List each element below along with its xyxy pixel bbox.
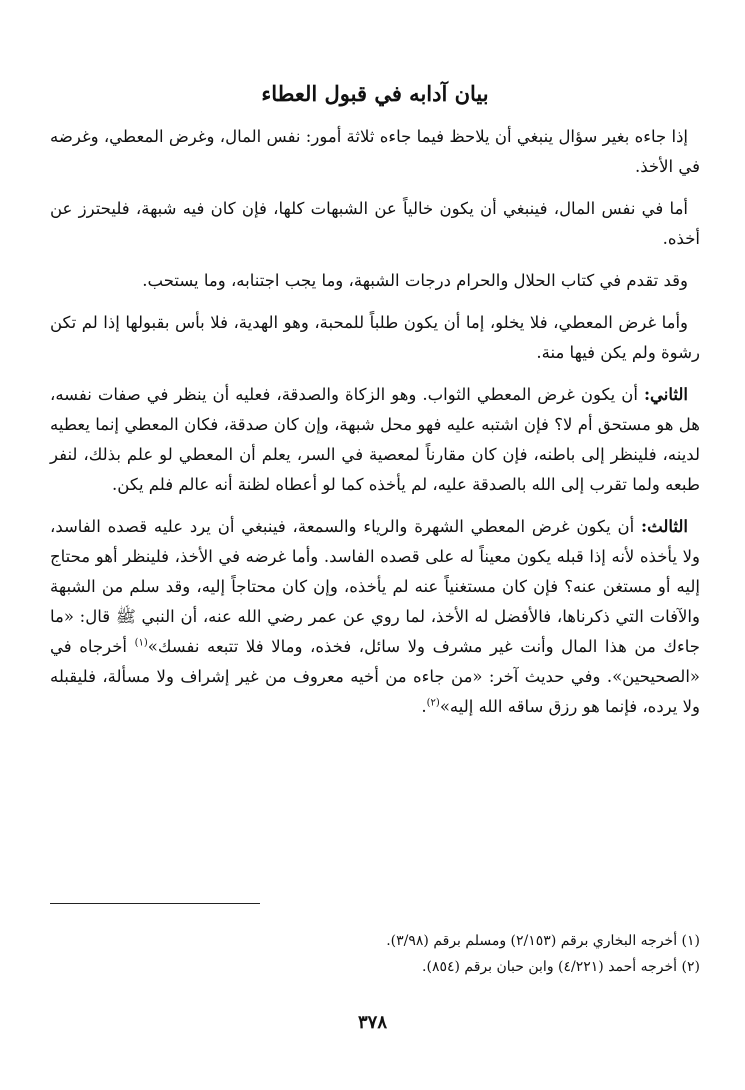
- paragraph-giver-intent: [50, 308, 700, 368]
- paragraph-lead: الثاني:: [643, 385, 689, 404]
- footnotes: [50, 928, 700, 980]
- paragraph-text: وقد تقدم في كتاب الحلال والحرام درجات الشبهة، وما يجب اجتنابه، وما يستحب.: [142, 271, 688, 290]
- paragraph-text: أن يكون غرض المعطي الثواب. وهو الزكاة والصدقة، فعليه أن ينظر في صفات نفسه، هل هو مستحق أم لا؟ فإن اشتبه عليه فهو محل شبهة، وإن كان صدقة، فكان المعطي إنما يعطيه لدينه، فلينظر إلى باطنه، فإن كان مقارناً لمعصية في السر، يعلم أن المعطي لو علم بذلك، لنفر طبعه ولما تقرب إلى الله بالصدقة عليه، لم يأخذه كما لو أعطاه لظنة أنه عالم فلم يكن.: [50, 385, 700, 494]
- paragraph-text: أخرجاه في «الصحيحين». وفي حديث آخر: «من جاءه من أخيه معروف من غير إشراف ولا مسألة، فليقبله ولا يرده، فإنما هو رزق ساقه الله إليه»: [50, 637, 700, 716]
- paragraph-third: [50, 512, 700, 722]
- footnote-2: (٢) أخرجه أحمد (٤/٢٢١) وابن حبان برقم (٨٥٤).: [422, 959, 700, 975]
- footnote-ref-2[interactable]: (٢): [426, 697, 440, 709]
- page-number: ٣٧٨: [357, 1012, 387, 1033]
- paragraph-text: وأما غرض المعطي، فلا يخلو، إما أن يكون طلباً للمحبة، وهو الهدية، فلا بأس بقبولها إذا لم تكن رشوة ولم يكن فيها منة.: [50, 313, 700, 362]
- paragraph-wealth: [50, 194, 700, 254]
- page-body: [50, 60, 700, 734]
- paragraph-lead: الثالث:: [641, 517, 688, 536]
- paragraph-intro: [50, 122, 700, 182]
- section-title: بيان آدابه في قبول العطاء: [261, 81, 489, 106]
- footnote-divider: [50, 903, 260, 904]
- footnote-ref-1[interactable]: (١): [134, 637, 148, 649]
- paragraph-second: [50, 380, 700, 500]
- paragraph-reference: [50, 266, 700, 296]
- paragraph-text: أما في نفس المال، فينبغي أن يكون خالياً عن الشبهات كلها، فإن كان فيه شبهة، فليحترز عن أخذه.: [50, 199, 700, 248]
- paragraph-text: إذا جاءه بغير سؤال ينبغي أن يلاحظ فيما جاءه ثلاثة أمور: نفس المال، وغرض المعطي، وغرضه في الأخذ.: [50, 127, 700, 176]
- paragraph-text: أن يكون غرض المعطي الشهرة والرياء والسمعة، فينبغي أن يرد عليه قصده الفاسد، ولا يأخذه لأنه إذا قبله يكون معيناً له على قصده الفاسد. وأما غرضه في الأخذ، فلينظر أهو محتاج إليه أو مستغن عنه؟ فإن كان مستغنياً عنه لم يأخذه، وإن كان محتاجاً إليه، وقد سلم من الشبهة والآفات التي ذكرناها، فالأفضل له الأخذ، لما روي عن عمر رضي الله عنه، أن النبي ﷺ قال: «ما جاءك من هذا المال وأنت غير مشرف ولا سائل، فخذه، ومالا فلا تتبعه نفسك»: [50, 517, 700, 656]
- paragraph-text: .: [421, 697, 427, 716]
- footnote-1: (١) أخرجه البخاري برقم (٢/١٥٣) ومسلم برقم (٣/٩٨).: [386, 933, 700, 949]
